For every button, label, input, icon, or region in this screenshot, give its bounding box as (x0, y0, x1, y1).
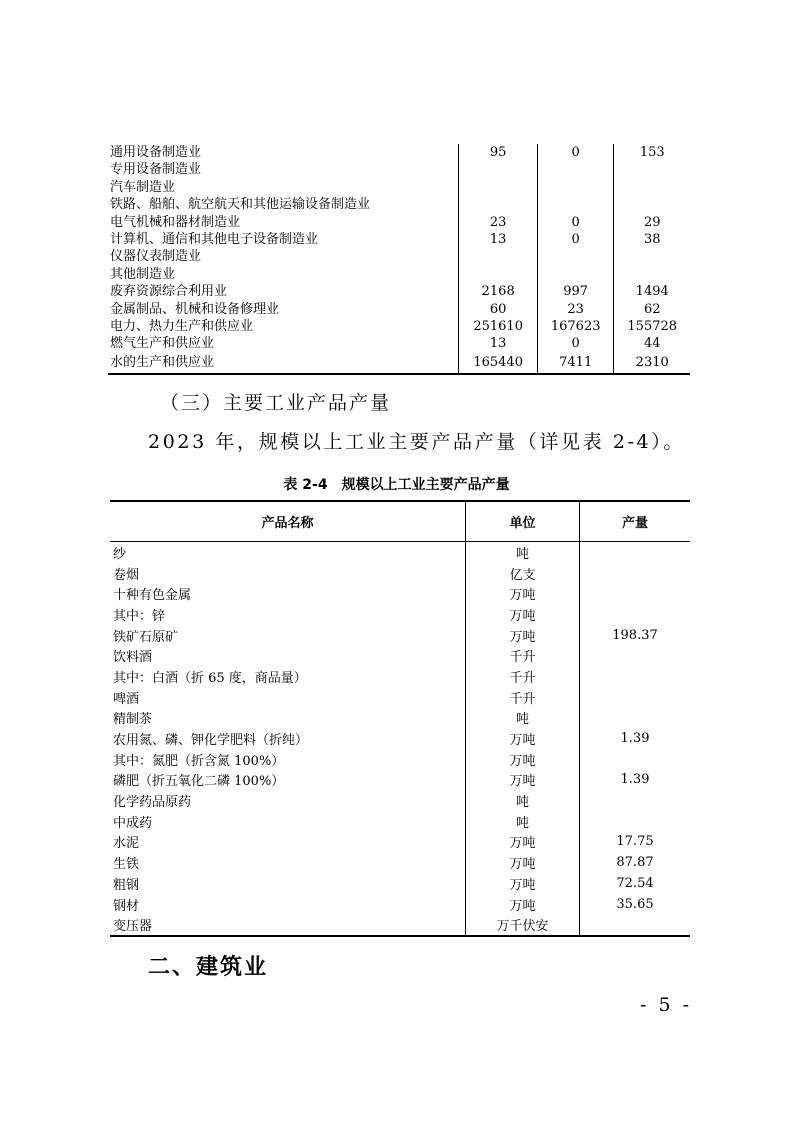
header-unit: 单位 (466, 501, 580, 542)
industry-value-3 (614, 179, 690, 196)
product-name: 钢材 (113, 898, 140, 914)
industry-value-3: 62 (614, 301, 690, 318)
summary-paragraph: 2023 年，规模以上工业主要产品产量（详见表 2-4）。 (148, 431, 685, 453)
product-unit: 万吨 (466, 728, 580, 749)
industry-value-3: 155728 (614, 318, 690, 335)
table-row (108, 179, 690, 196)
product-output (580, 542, 691, 563)
table-row (108, 231, 690, 248)
table-row (110, 708, 690, 729)
table-row (108, 214, 690, 231)
product-unit: 吨 (466, 542, 580, 563)
industry-value-2: 23 (537, 301, 614, 318)
industry-value-2: 0 (537, 144, 614, 161)
product-output (580, 563, 691, 584)
industry-value-3 (614, 266, 690, 283)
table-row (110, 563, 690, 584)
product-name: 其中：锌 (113, 608, 166, 624)
section-heading: （三）主要工业产品产量 (160, 392, 392, 414)
industry-value-1: 2168 (459, 283, 538, 300)
product-unit: 万吨 (466, 625, 580, 646)
industry-name: 通用设备制造业 (110, 145, 202, 160)
table-row (110, 583, 690, 604)
product-output: 87.87 (580, 852, 691, 873)
industry-name: 废弃资源综合利用业 (110, 284, 228, 300)
industry-value-1: 251610 (459, 318, 538, 335)
table-row (110, 645, 690, 666)
industry-value-3 (614, 196, 690, 213)
industry-value-2: 997 (537, 283, 614, 300)
table-row (110, 852, 690, 873)
table-row (110, 625, 690, 646)
industry-value-3: 38 (614, 231, 690, 248)
table-row (110, 811, 690, 832)
product-output (580, 749, 691, 770)
table-row (108, 248, 690, 265)
product-unit: 万吨 (466, 832, 580, 853)
table-row (108, 283, 690, 300)
table-row (110, 894, 690, 915)
industry-value-1 (459, 266, 538, 283)
product-name: 水泥 (113, 836, 140, 852)
industry-value-3: 2310 (614, 353, 690, 374)
product-name: 磷肥（折五氧化二磷 100%） (113, 774, 285, 790)
table-row (110, 790, 690, 811)
product-unit: 亿支 (466, 563, 580, 584)
industry-value-1 (459, 248, 538, 265)
industry-name: 铁路、船舶、航空航天和其他运输设备制造业 (110, 197, 371, 213)
table-row (110, 770, 690, 791)
industry-value-1: 13 (459, 231, 538, 248)
table-row (108, 266, 690, 283)
product-unit: 千升 (466, 666, 580, 687)
product-unit: 万吨 (466, 873, 580, 894)
header-product-name: 产品名称 (110, 501, 466, 542)
industry-name: 电力、热力生产和供应业 (110, 319, 254, 335)
product-output (580, 708, 691, 729)
product-unit: 千升 (466, 687, 580, 708)
table-row (108, 144, 690, 161)
product-unit: 千升 (466, 645, 580, 666)
product-name: 十种有色金属 (113, 588, 192, 604)
product-name: 铁矿石原矿 (113, 629, 179, 645)
table-row (108, 353, 690, 374)
industry-value-1: 60 (459, 301, 538, 318)
product-output (580, 645, 691, 666)
product-unit: 万吨 (466, 749, 580, 770)
table-caption: 表 2-4 规模以上工业主要产品产量 (283, 477, 510, 493)
product-unit: 万千伏安 (466, 914, 580, 936)
product-unit: 吨 (466, 708, 580, 729)
product-name: 中成药 (113, 815, 153, 831)
product-output: 17.75 (580, 832, 691, 853)
page-number: - 5 - (640, 994, 693, 1016)
industry-name: 电气机械和器材制造业 (110, 214, 241, 230)
industry-name: 仪器仪表制造业 (110, 249, 202, 265)
table-row (108, 335, 690, 352)
industry-value-3: 1494 (614, 283, 690, 300)
product-output: 198.37 (580, 625, 691, 646)
industry-name: 汽车制造业 (110, 179, 176, 195)
table-row (108, 301, 690, 318)
product-name: 粗钢 (113, 877, 140, 893)
industry-value-1 (459, 196, 538, 213)
industry-name: 燃气生产和供应业 (110, 336, 215, 352)
industry-name: 金属制品、机械和设备修理业 (110, 301, 280, 317)
industry-value-2: 0 (537, 214, 614, 231)
industry-value-2 (537, 179, 614, 196)
product-output (580, 811, 691, 832)
product-output: 72.54 (580, 873, 691, 894)
product-output: 35.65 (580, 894, 691, 915)
industry-value-1 (459, 179, 538, 196)
industry-value-2 (537, 248, 614, 265)
table-row (110, 873, 690, 894)
industry-value-1: 95 (459, 144, 538, 161)
table-row (110, 687, 690, 708)
product-name: 农用氮、磷、钾化学肥料（折纯） (113, 733, 309, 749)
industry-value-1: 23 (459, 214, 538, 231)
product-unit: 吨 (466, 811, 580, 832)
industry-value-2: 0 (537, 335, 614, 352)
industry-value-3: 153 (614, 144, 690, 161)
product-table (110, 500, 690, 937)
product-unit: 万吨 (466, 894, 580, 915)
chapter-heading: 二、建筑业 (148, 955, 269, 980)
product-unit: 万吨 (466, 770, 580, 791)
product-name: 变压器 (110, 914, 466, 936)
product-name: 化学药品原药 (113, 795, 192, 811)
table-row (108, 196, 690, 213)
industry-value-2: 167623 (537, 318, 614, 335)
table-row (110, 666, 690, 687)
industry-value-2: 0 (537, 231, 614, 248)
product-output (580, 666, 691, 687)
industry-name: 计算机、通信和其他电子设备制造业 (110, 232, 319, 248)
table-row (110, 914, 690, 936)
table-row (108, 318, 690, 335)
industry-value-2 (537, 196, 614, 213)
product-name: 精制茶 (113, 712, 153, 728)
product-unit: 万吨 (466, 852, 580, 873)
table-header-row (110, 501, 690, 542)
industry-name: 水的生产和供应业 (108, 353, 459, 374)
product-output: 1.39 (580, 728, 691, 749)
product-name: 卷烟 (113, 567, 140, 583)
product-output (580, 790, 691, 811)
table-row (110, 604, 690, 625)
industry-value-3: 29 (614, 214, 690, 231)
product-unit: 吨 (466, 790, 580, 811)
product-name: 生铁 (113, 857, 140, 873)
table-row (110, 749, 690, 770)
industry-value-3 (614, 161, 690, 178)
industry-table (108, 144, 690, 375)
industry-value-1 (459, 161, 538, 178)
product-name: 饮料酒 (113, 650, 153, 666)
industry-value-1: 165440 (459, 353, 538, 374)
product-unit: 万吨 (466, 604, 580, 625)
table-row (108, 161, 690, 178)
industry-value-3: 44 (614, 335, 690, 352)
industry-value-2 (537, 266, 614, 283)
product-output (580, 914, 691, 936)
product-output (580, 604, 691, 625)
product-unit: 万吨 (466, 583, 580, 604)
product-output (580, 687, 691, 708)
industry-value-3 (614, 248, 690, 265)
industry-value-1: 13 (459, 335, 538, 352)
industry-name: 其他制造业 (110, 266, 176, 282)
product-name: 其中：氮肥（折含氮 100%） (113, 753, 285, 769)
industry-value-2 (537, 161, 614, 178)
table-row (110, 832, 690, 853)
table-row (110, 542, 690, 563)
product-output (580, 583, 691, 604)
industry-value-2: 7411 (537, 353, 614, 374)
table-row (110, 728, 690, 749)
product-name: 啤酒 (113, 691, 140, 707)
product-name: 纱 (113, 546, 127, 562)
industry-name: 专用设备制造业 (110, 162, 202, 178)
product-name: 其中：白酒（折 65 度，商品量） (113, 670, 307, 686)
product-output: 1.39 (580, 770, 691, 791)
header-output: 产量 (580, 501, 691, 542)
